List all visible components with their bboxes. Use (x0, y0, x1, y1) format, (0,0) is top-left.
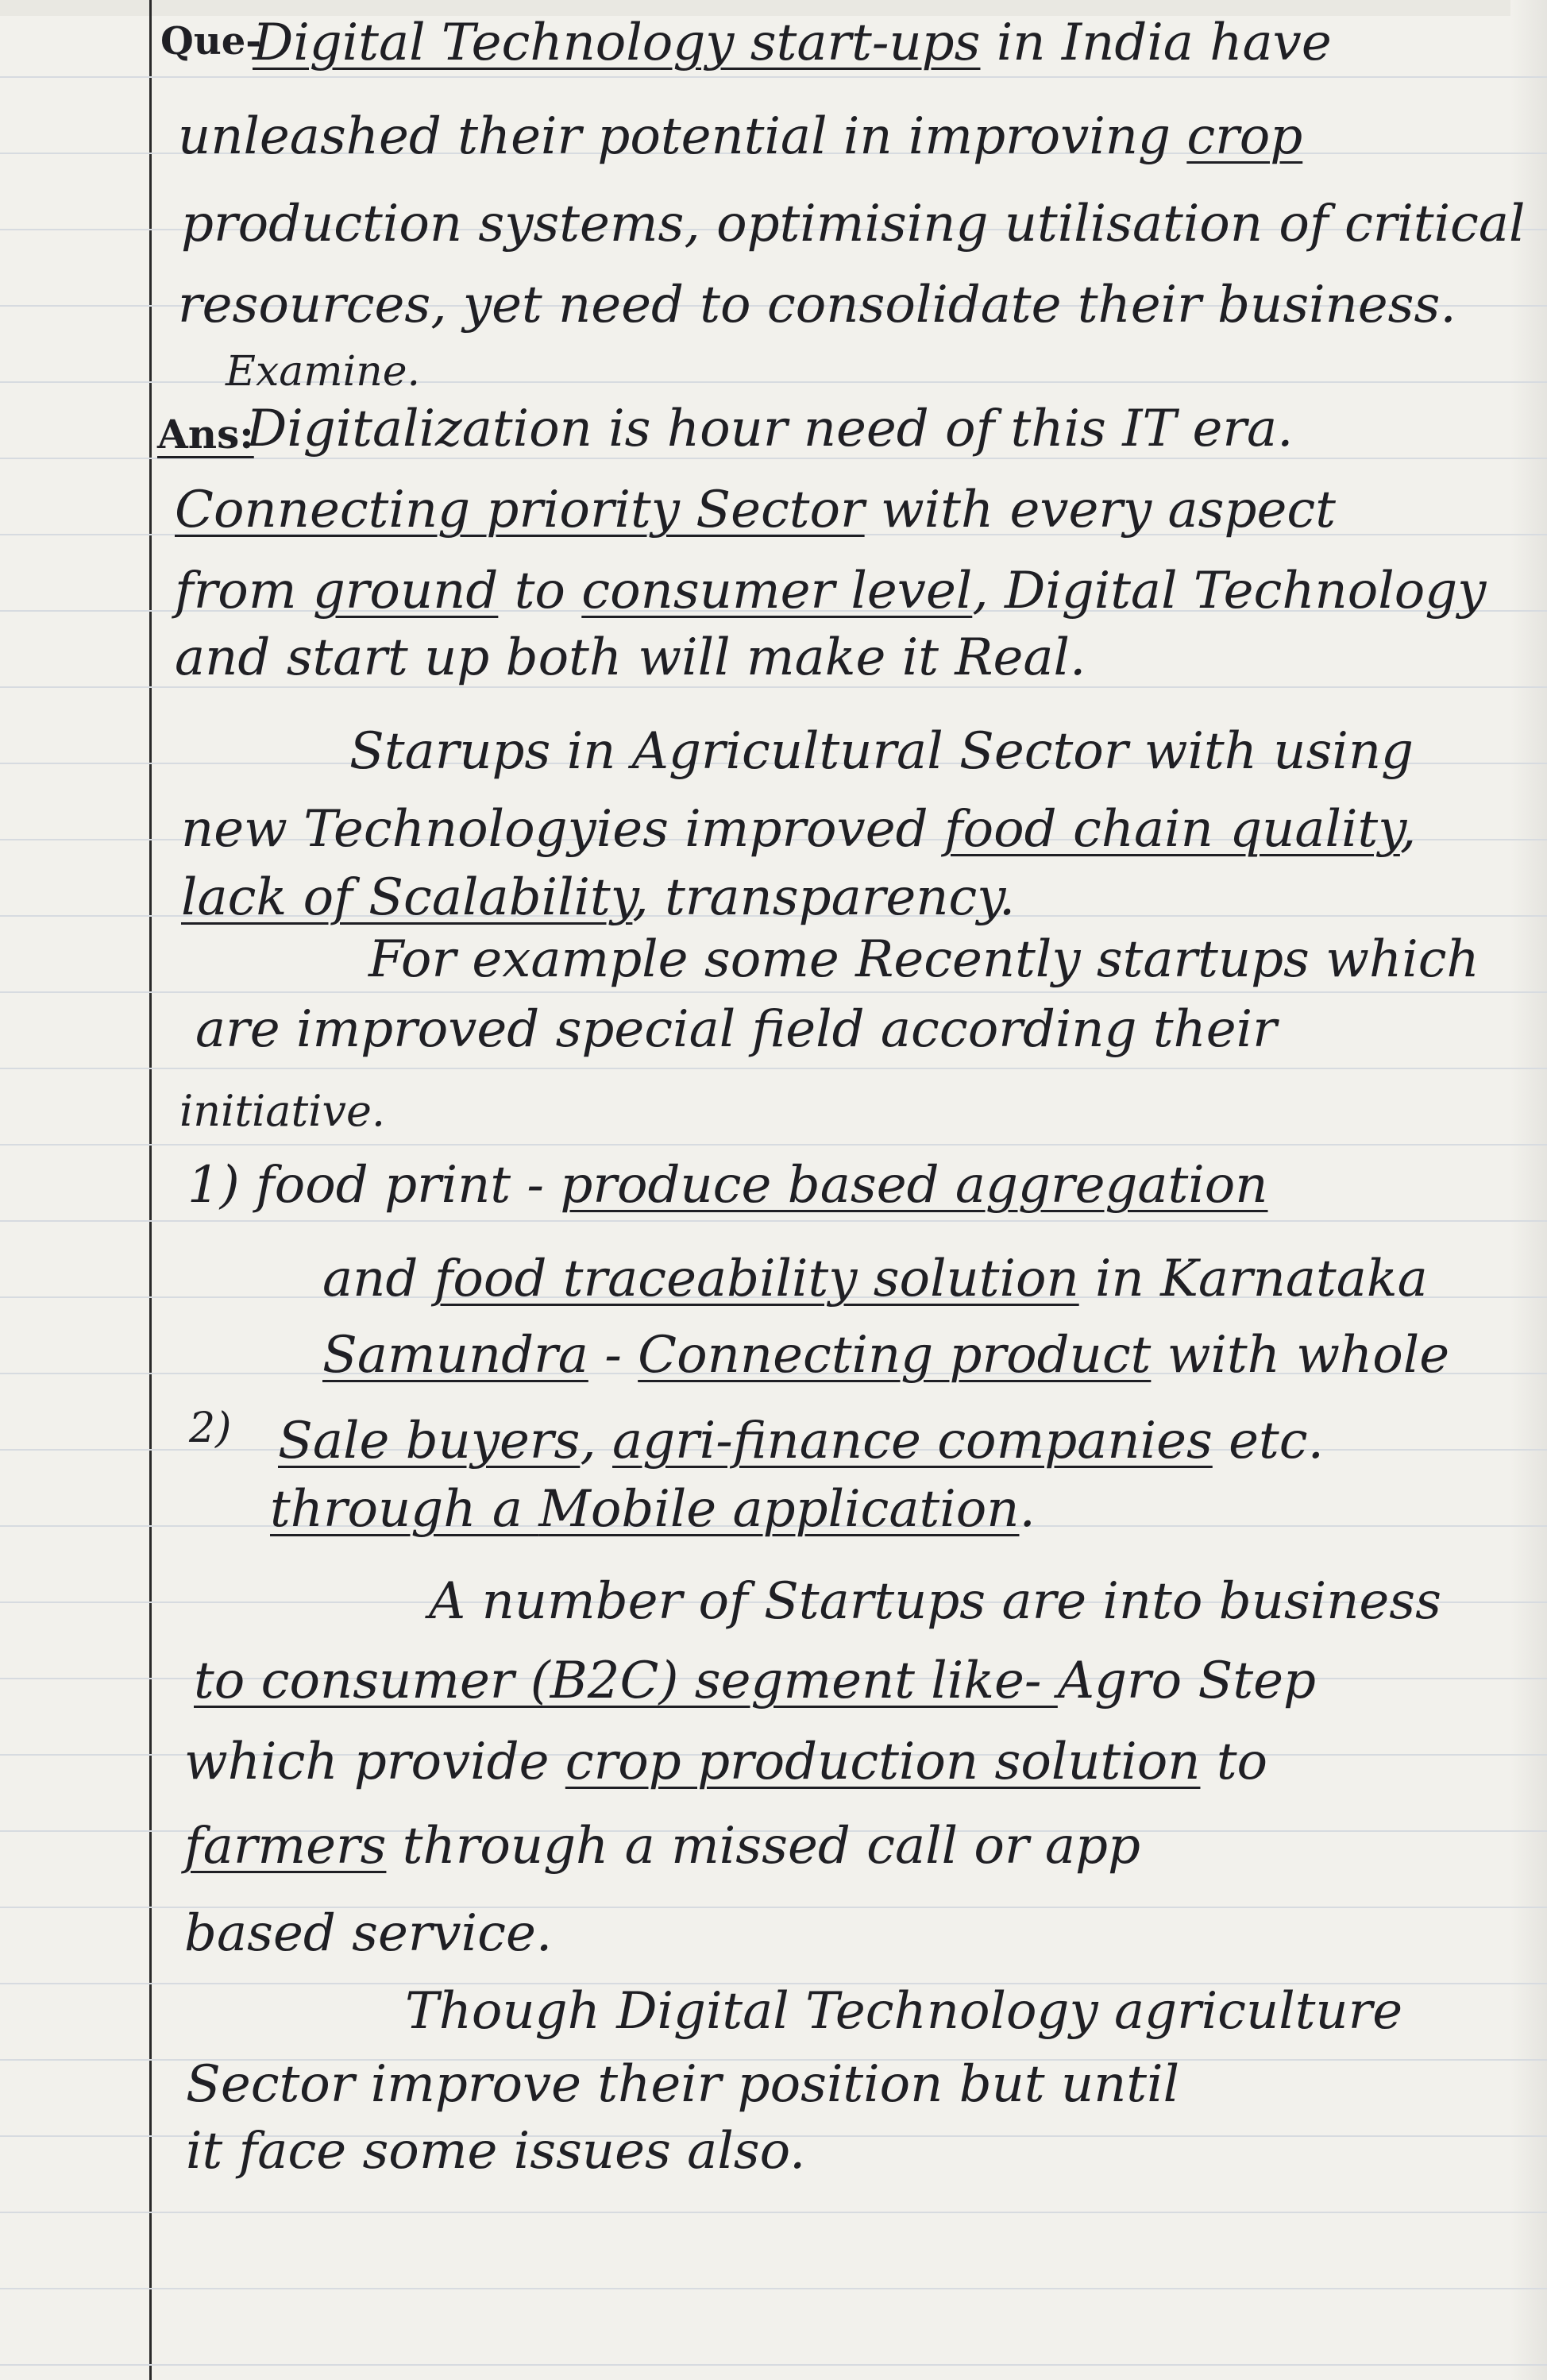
answer-line-20 (184, 1904, 553, 1963)
text-run: are improved special field according their (195, 1000, 1277, 1059)
underlined-phrase: consumer level (581, 562, 973, 620)
text-run: initiative. (179, 1086, 386, 1136)
underlined-phrase: food chain quality (943, 800, 1400, 859)
answer-line-8 (368, 930, 1479, 989)
question-label: Que- (160, 19, 262, 64)
underlined-phrase: farmers (184, 1817, 387, 1876)
text-run: A number of Startups are into business (429, 1572, 1441, 1631)
text-run: , (580, 1412, 613, 1470)
text-run: with every aspect (864, 481, 1336, 539)
answer-line-7 (181, 868, 1016, 927)
question-line-3 (181, 195, 1526, 253)
text-run: in Karnataka (1078, 1250, 1428, 1308)
text-run: 1) food print - (187, 1156, 561, 1215)
text-run: from (175, 562, 313, 620)
text-run: , (1399, 800, 1417, 859)
text-run: to (1200, 1733, 1268, 1791)
text-run: and start up both will make it Real. (175, 628, 1086, 687)
text-run: For example some Recently startups which (368, 930, 1479, 989)
answer-line-21 (405, 1982, 1403, 2041)
underlined-phrase: food traceability solution (434, 1250, 1079, 1308)
text-run: in India have (980, 14, 1332, 72)
answer-label: Ans: (157, 411, 254, 458)
underlined-phrase: through a (270, 1480, 539, 1539)
answer-line-19 (184, 1817, 1140, 1876)
text-run: - (588, 1326, 638, 1385)
text-run: , Digital Technology (972, 562, 1487, 620)
question-line-2 (178, 107, 1303, 166)
list-number-2: 2) (189, 1404, 232, 1452)
answer-line-11 (187, 1156, 1268, 1215)
text-run: Though Digital Technology agriculture (405, 1982, 1403, 2041)
answer-line-22 (186, 2055, 1180, 2114)
underlined-phrase: Samundra (322, 1326, 588, 1385)
underlined-phrase: agri-finance companies (612, 1412, 1213, 1470)
answer-line-2 (175, 481, 1336, 539)
underlined-phrase: lack of Scalability (181, 868, 633, 927)
underlined-phrase: produce based aggregation (560, 1156, 1268, 1215)
answer-line-9 (195, 1000, 1277, 1059)
answer-line-23 (186, 2122, 806, 2181)
answer-line-18 (184, 1733, 1268, 1791)
answer-line-4 (175, 628, 1086, 687)
question-line-4 (178, 276, 1456, 334)
text-run: with whole (1151, 1326, 1450, 1385)
text-run: production systems (181, 195, 685, 253)
underlined-phrase: Sale buyers (278, 1412, 581, 1470)
question-line-5 (226, 348, 421, 396)
text-run: unleashed their potential (178, 107, 828, 166)
text-run: Digitalization is hour need of this IT era. (246, 400, 1294, 458)
underlined-phrase: Mobile application (538, 1480, 1020, 1539)
answer-line-16 (429, 1572, 1441, 1631)
text-run: Examine. (226, 348, 421, 396)
text-run: , transparency. (632, 868, 1016, 927)
underlined-phrase: crop production solution (565, 1733, 1201, 1791)
text-run: Starups in Agricultural Sector with using (349, 722, 1414, 781)
text-run: , optimising utilisation of critical (684, 195, 1526, 253)
text-run: . (1019, 1480, 1036, 1539)
answer-line-10 (179, 1086, 386, 1136)
underlined-phrase: ground (312, 562, 499, 620)
text-run: which provide (184, 1733, 565, 1791)
underlined-phrase: Connecting product (638, 1326, 1152, 1385)
answer-line-5 (349, 722, 1414, 781)
answer-line-17 (194, 1652, 1316, 1710)
text-run: to (498, 562, 582, 620)
text-run: in improving (827, 107, 1187, 166)
answer-line-12 (322, 1250, 1428, 1308)
text-run: resources, yet need to consolidate their business. (178, 276, 1456, 334)
text-run: it face some issues also. (186, 2122, 806, 2181)
text-run: Sector improve their position but until (186, 2055, 1180, 2114)
answer-line-6 (181, 800, 1417, 859)
text-run: and (322, 1250, 434, 1308)
text-run: new Technologyies improved (181, 800, 944, 859)
answer-line-3 (175, 562, 1487, 620)
underlined-phrase: Digital Technology start-ups (253, 14, 981, 72)
answer-line-13 (322, 1326, 1450, 1385)
answer-line-15 (270, 1480, 1036, 1539)
answer-line-1 (246, 400, 1294, 458)
question-line-1 (253, 14, 1332, 72)
underlined-phrase: Connecting priority Sector (175, 481, 865, 539)
text-run: Agro Step (1057, 1652, 1316, 1710)
text-run: etc. (1212, 1412, 1324, 1470)
underlined-phrase: crop (1186, 107, 1303, 166)
text-run: through a missed call or app (386, 1817, 1140, 1876)
text-run: based service. (184, 1904, 553, 1963)
underlined-phrase: to consumer (B2C) segment like- (194, 1652, 1058, 1710)
answer-line-14 (278, 1412, 1324, 1470)
